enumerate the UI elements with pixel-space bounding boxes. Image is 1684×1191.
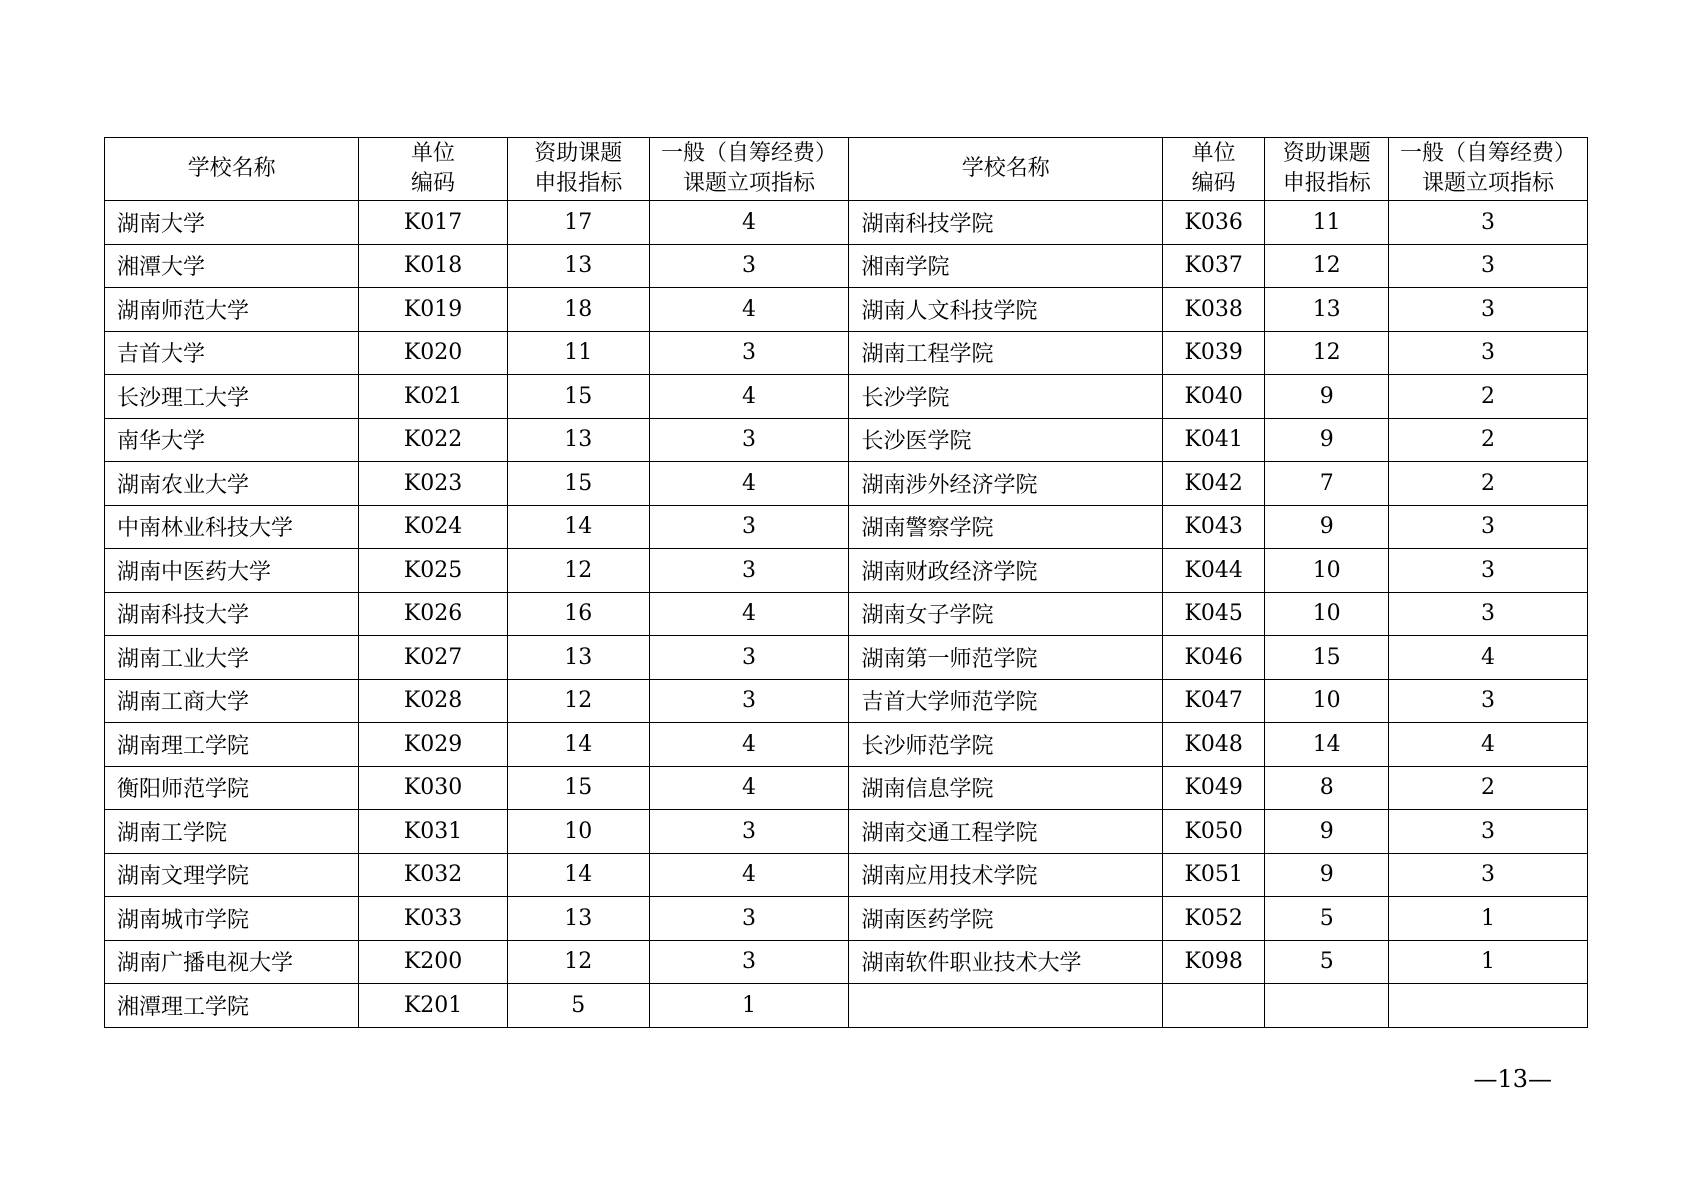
funded-quota-cell: 11 bbox=[1265, 201, 1389, 245]
general-quota-cell: 4 bbox=[649, 592, 849, 636]
header-line: 资助课题 bbox=[1282, 141, 1371, 166]
table-row bbox=[105, 723, 1588, 767]
header-school-name-left bbox=[105, 138, 359, 201]
table-header-row bbox=[105, 138, 1588, 201]
school-name-cell: 湖南科技学院 bbox=[849, 201, 1162, 245]
school-name-cell: 长沙理工大学 bbox=[105, 375, 359, 419]
school-name-cell: 湖南农业大学 bbox=[105, 462, 359, 506]
funded-quota-cell: 10 bbox=[1265, 679, 1389, 723]
funded-quota-cell: 12 bbox=[1265, 244, 1389, 288]
school-name-cell: 湖南师范大学 bbox=[105, 288, 359, 332]
school-name-cell: 湖南工程学院 bbox=[849, 331, 1162, 375]
table-row bbox=[105, 592, 1588, 636]
school-name-cell: 长沙学院 bbox=[849, 375, 1162, 419]
unit-code-cell: K020 bbox=[359, 331, 508, 375]
funded-quota-cell: 12 bbox=[507, 940, 649, 984]
general-quota-cell: 1 bbox=[1388, 897, 1587, 941]
funded-quota-cell: 9 bbox=[1265, 375, 1389, 419]
school-name-cell: 湖南工学院 bbox=[105, 810, 359, 854]
header-line: 编码 bbox=[1191, 171, 1236, 196]
general-quota-cell: 3 bbox=[1388, 679, 1587, 723]
header-line: 单位 bbox=[411, 141, 456, 166]
funded-quota-cell bbox=[1265, 984, 1389, 1028]
school-name-cell: 湖南文理学院 bbox=[105, 853, 359, 897]
table-row bbox=[105, 505, 1588, 549]
unit-code-cell: K027 bbox=[359, 636, 508, 680]
table-row bbox=[105, 331, 1588, 375]
header-line: 申报指标 bbox=[1282, 171, 1371, 196]
general-quota-cell: 4 bbox=[649, 462, 849, 506]
funded-quota-cell: 8 bbox=[1265, 766, 1389, 810]
general-quota-cell: 3 bbox=[1388, 244, 1587, 288]
school-name-cell: 长沙师范学院 bbox=[849, 723, 1162, 767]
unit-code-cell: K043 bbox=[1162, 505, 1264, 549]
table-row bbox=[105, 201, 1588, 245]
funded-quota-cell: 16 bbox=[507, 592, 649, 636]
funded-quota-cell: 5 bbox=[1265, 940, 1389, 984]
general-quota-cell: 1 bbox=[1388, 940, 1587, 984]
header-line: 一般（自筹经费） bbox=[660, 141, 837, 166]
funded-quota-cell: 14 bbox=[507, 853, 649, 897]
funded-quota-cell: 11 bbox=[507, 331, 649, 375]
table-row bbox=[105, 766, 1588, 810]
general-quota-cell: 2 bbox=[1388, 418, 1587, 462]
funded-quota-cell: 5 bbox=[507, 984, 649, 1028]
unit-code-cell: K031 bbox=[359, 810, 508, 854]
table-row bbox=[105, 940, 1588, 984]
general-quota-cell: 2 bbox=[1388, 375, 1587, 419]
general-quota-cell: 4 bbox=[649, 853, 849, 897]
page-number: —13— bbox=[1473, 1065, 1552, 1093]
funded-quota-cell: 13 bbox=[1265, 288, 1389, 332]
general-quota-cell: 3 bbox=[1388, 549, 1587, 593]
table-row bbox=[105, 418, 1588, 462]
table-row bbox=[105, 288, 1588, 332]
quota-table bbox=[104, 137, 1588, 1028]
funded-quota-cell: 17 bbox=[507, 201, 649, 245]
school-name-cell: 中南林业科技大学 bbox=[105, 505, 359, 549]
header-line: 资助课题 bbox=[534, 141, 623, 166]
unit-code-cell: K019 bbox=[359, 288, 508, 332]
school-name-cell: 湖南警察学院 bbox=[849, 505, 1162, 549]
table-row bbox=[105, 984, 1588, 1028]
unit-code-cell: K051 bbox=[1162, 853, 1264, 897]
unit-code-cell: K200 bbox=[359, 940, 508, 984]
school-name-cell: 湘潭理工学院 bbox=[105, 984, 359, 1028]
general-quota-cell: 3 bbox=[649, 331, 849, 375]
unit-code-cell: K039 bbox=[1162, 331, 1264, 375]
funded-quota-cell: 5 bbox=[1265, 897, 1389, 941]
school-name-cell: 湖南应用技术学院 bbox=[849, 853, 1162, 897]
funded-quota-cell: 14 bbox=[1265, 723, 1389, 767]
school-name-cell: 湖南大学 bbox=[105, 201, 359, 245]
school-name-cell: 湖南涉外经济学院 bbox=[849, 462, 1162, 506]
general-quota-cell: 3 bbox=[649, 940, 849, 984]
header-line: 一般（自筹经费） bbox=[1399, 141, 1576, 166]
funded-quota-cell: 9 bbox=[1265, 418, 1389, 462]
table-row bbox=[105, 679, 1588, 723]
table-row bbox=[105, 636, 1588, 680]
general-quota-cell: 4 bbox=[649, 201, 849, 245]
general-quota-cell: 3 bbox=[649, 505, 849, 549]
funded-quota-cell: 12 bbox=[507, 679, 649, 723]
funded-quota-cell: 10 bbox=[1265, 549, 1389, 593]
general-quota-cell: 2 bbox=[1388, 766, 1587, 810]
general-quota-cell bbox=[1388, 984, 1587, 1028]
unit-code-cell: K025 bbox=[359, 549, 508, 593]
unit-code-cell: K021 bbox=[359, 375, 508, 419]
unit-code-cell: K045 bbox=[1162, 592, 1264, 636]
header-general-quota-right bbox=[1388, 138, 1587, 201]
general-quota-cell: 3 bbox=[649, 549, 849, 593]
unit-code-cell: K048 bbox=[1162, 723, 1264, 767]
table-row bbox=[105, 810, 1588, 854]
school-name-cell: 湖南人文科技学院 bbox=[849, 288, 1162, 332]
header-funded-quota-right bbox=[1265, 138, 1389, 201]
school-name-cell: 吉首大学师范学院 bbox=[849, 679, 1162, 723]
school-name-cell: 湖南软件职业技术大学 bbox=[849, 940, 1162, 984]
funded-quota-cell: 14 bbox=[507, 505, 649, 549]
funded-quota-cell: 14 bbox=[507, 723, 649, 767]
table-row bbox=[105, 897, 1588, 941]
general-quota-cell: 4 bbox=[649, 723, 849, 767]
header-line: 单位 bbox=[1191, 141, 1236, 166]
table-row bbox=[105, 244, 1588, 288]
school-name-cell: 湖南女子学院 bbox=[849, 592, 1162, 636]
school-name-cell: 湖南工业大学 bbox=[105, 636, 359, 680]
general-quota-cell: 3 bbox=[649, 810, 849, 854]
general-quota-cell: 3 bbox=[1388, 331, 1587, 375]
unit-code-cell: K050 bbox=[1162, 810, 1264, 854]
table-row bbox=[105, 462, 1588, 506]
header-general-quota-left bbox=[649, 138, 849, 201]
unit-code-cell: K032 bbox=[359, 853, 508, 897]
header-unit-code-left bbox=[359, 138, 508, 201]
general-quota-cell: 3 bbox=[1388, 810, 1587, 854]
unit-code-cell: K046 bbox=[1162, 636, 1264, 680]
table-row bbox=[105, 375, 1588, 419]
unit-code-cell: K029 bbox=[359, 723, 508, 767]
school-name-cell: 湖南交通工程学院 bbox=[849, 810, 1162, 854]
header-line: 课题立项指标 bbox=[682, 171, 815, 196]
general-quota-cell: 4 bbox=[1388, 723, 1587, 767]
school-name-cell: 湖南中医药大学 bbox=[105, 549, 359, 593]
unit-code-cell: K042 bbox=[1162, 462, 1264, 506]
funded-quota-cell: 15 bbox=[507, 766, 649, 810]
general-quota-cell: 3 bbox=[1388, 853, 1587, 897]
header-line: 课题立项指标 bbox=[1421, 171, 1554, 196]
school-name-cell: 湖南城市学院 bbox=[105, 897, 359, 941]
unit-code-cell: K017 bbox=[359, 201, 508, 245]
general-quota-cell: 3 bbox=[649, 897, 849, 941]
funded-quota-cell: 13 bbox=[507, 418, 649, 462]
unit-code-cell: K028 bbox=[359, 679, 508, 723]
funded-quota-cell: 12 bbox=[507, 549, 649, 593]
funded-quota-cell: 7 bbox=[1265, 462, 1389, 506]
school-name-cell: 湖南第一师范学院 bbox=[849, 636, 1162, 680]
unit-code-cell: K047 bbox=[1162, 679, 1264, 723]
unit-code-cell: K024 bbox=[359, 505, 508, 549]
unit-code-cell: K041 bbox=[1162, 418, 1264, 462]
school-name-cell: 湘潭大学 bbox=[105, 244, 359, 288]
unit-code-cell: K040 bbox=[1162, 375, 1264, 419]
school-name-cell: 衡阳师范学院 bbox=[105, 766, 359, 810]
general-quota-cell: 3 bbox=[649, 418, 849, 462]
general-quota-cell: 3 bbox=[1388, 201, 1587, 245]
unit-code-cell: K023 bbox=[359, 462, 508, 506]
unit-code-cell: K018 bbox=[359, 244, 508, 288]
funded-quota-cell: 10 bbox=[1265, 592, 1389, 636]
unit-code-cell: K037 bbox=[1162, 244, 1264, 288]
funded-quota-cell: 13 bbox=[507, 244, 649, 288]
school-name-cell: 长沙医学院 bbox=[849, 418, 1162, 462]
general-quota-cell: 4 bbox=[649, 766, 849, 810]
school-name-cell: 湖南广播电视大学 bbox=[105, 940, 359, 984]
header-line: 申报指标 bbox=[534, 171, 623, 196]
unit-code-cell: K026 bbox=[359, 592, 508, 636]
header-line: 学校名称 bbox=[961, 156, 1050, 181]
funded-quota-cell: 9 bbox=[1265, 853, 1389, 897]
school-name-cell: 南华大学 bbox=[105, 418, 359, 462]
table-row bbox=[105, 549, 1588, 593]
funded-quota-cell: 15 bbox=[1265, 636, 1389, 680]
funded-quota-cell: 9 bbox=[1265, 505, 1389, 549]
funded-quota-cell: 15 bbox=[507, 375, 649, 419]
unit-code-cell bbox=[1162, 984, 1264, 1028]
school-name-cell: 吉首大学 bbox=[105, 331, 359, 375]
unit-code-cell: K036 bbox=[1162, 201, 1264, 245]
school-name-cell: 湖南财政经济学院 bbox=[849, 549, 1162, 593]
school-name-cell: 湖南信息学院 bbox=[849, 766, 1162, 810]
unit-code-cell: K052 bbox=[1162, 897, 1264, 941]
funded-quota-cell: 12 bbox=[1265, 331, 1389, 375]
general-quota-cell: 3 bbox=[1388, 592, 1587, 636]
general-quota-cell: 4 bbox=[649, 375, 849, 419]
unit-code-cell: K098 bbox=[1162, 940, 1264, 984]
general-quota-cell: 1 bbox=[649, 984, 849, 1028]
header-unit-code-right bbox=[1162, 138, 1264, 201]
unit-code-cell: K033 bbox=[359, 897, 508, 941]
general-quota-cell: 4 bbox=[649, 288, 849, 332]
general-quota-cell: 3 bbox=[1388, 288, 1587, 332]
general-quota-cell: 2 bbox=[1388, 462, 1587, 506]
unit-code-cell: K038 bbox=[1162, 288, 1264, 332]
funded-quota-cell: 15 bbox=[507, 462, 649, 506]
school-name-cell: 湘南学院 bbox=[849, 244, 1162, 288]
funded-quota-cell: 13 bbox=[507, 636, 649, 680]
general-quota-cell: 3 bbox=[649, 636, 849, 680]
unit-code-cell: K030 bbox=[359, 766, 508, 810]
unit-code-cell: K044 bbox=[1162, 549, 1264, 593]
table-body bbox=[105, 201, 1588, 1028]
header-funded-quota-left bbox=[507, 138, 649, 201]
school-name-cell: 湖南理工学院 bbox=[105, 723, 359, 767]
general-quota-cell: 3 bbox=[649, 244, 849, 288]
general-quota-cell: 4 bbox=[1388, 636, 1587, 680]
header-school-name-right bbox=[849, 138, 1162, 201]
school-name-cell: 湖南医药学院 bbox=[849, 897, 1162, 941]
unit-code-cell: K022 bbox=[359, 418, 508, 462]
table-row bbox=[105, 853, 1588, 897]
general-quota-cell: 3 bbox=[1388, 505, 1587, 549]
funded-quota-cell: 13 bbox=[507, 897, 649, 941]
unit-code-cell: K049 bbox=[1162, 766, 1264, 810]
header-line: 编码 bbox=[411, 171, 456, 196]
school-name-cell: 湖南科技大学 bbox=[105, 592, 359, 636]
funded-quota-cell: 9 bbox=[1265, 810, 1389, 854]
general-quota-cell: 3 bbox=[649, 679, 849, 723]
school-name-cell bbox=[849, 984, 1162, 1028]
school-name-cell: 湖南工商大学 bbox=[105, 679, 359, 723]
header-line: 学校名称 bbox=[187, 156, 276, 181]
unit-code-cell: K201 bbox=[359, 984, 508, 1028]
funded-quota-cell: 10 bbox=[507, 810, 649, 854]
funded-quota-cell: 18 bbox=[507, 288, 649, 332]
